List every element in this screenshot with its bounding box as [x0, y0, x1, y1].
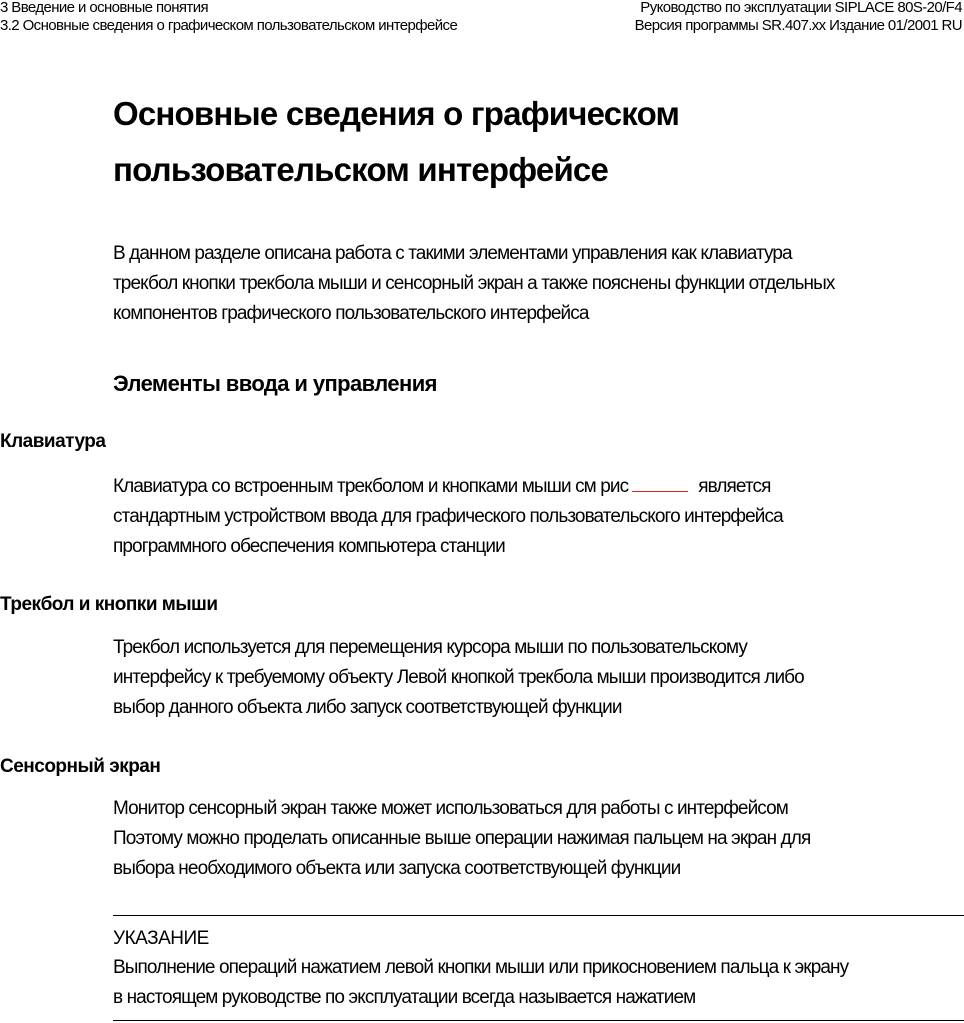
note-top-divider: [113, 915, 964, 916]
paragraph-line: выбор данного объекта либо запуск соответствующей функции: [113, 697, 622, 718]
page-title-line: пользовательском интерфейсе: [113, 151, 609, 188]
note-bottom-divider: [113, 1020, 964, 1021]
paragraph-line: выбора необходимого объекта или запуска соответствующей функции: [113, 858, 681, 879]
paragraph-line: В данном разделе описана работа с такими элементами управления как клавиатура: [113, 243, 792, 264]
touchscreen-paragraph: [113, 794, 963, 884]
keyboard-heading: Клавиатура: [0, 431, 106, 452]
paragraph-line: Поэтому можно проделать описанные выше операции нажимая пальцем на экран для: [113, 828, 811, 849]
paragraph-line: Монитор сенсорный экран также может использоваться для работы с интерфейсом: [113, 798, 788, 819]
paragraph-line: Трекбол используется для перемещения курсора мыши по пользовательскому: [113, 637, 747, 658]
figure-reference-link[interactable]: [632, 471, 688, 492]
trackball-paragraph: [113, 633, 963, 723]
keyboard-text-after-ref: является: [698, 476, 771, 497]
paragraph-line: программного обеспечения компьютера станции: [113, 536, 505, 557]
header-chapter: 3 Введение и основные понятия: [0, 0, 208, 16]
paragraph-line: компонентов графического пользовательского интерфейса: [113, 303, 589, 324]
paragraph-line: стандартным устройством ввода для графического пользовательского интерфейса: [113, 506, 783, 527]
keyboard-paragraph: [113, 471, 963, 562]
note-label: УКАЗАНИЕ: [113, 928, 209, 949]
header-manual-title: Руководство по эксплуатации SIPLACE 80S-20/F4: [640, 0, 962, 16]
keyboard-text-before-ref: Клавиатура со встроенным трекболом и кнопками мыши см рис: [113, 476, 629, 497]
paragraph-line: трекбол кнопки трекбола мыши и сенсорный экран а также пояснены функции отдельных: [113, 273, 835, 294]
header-section: 3.2 Основные сведения о графическом пользовательском интерфейсе: [0, 17, 458, 34]
paragraph-line: Выполнение операций нажатием левой кнопки мыши или прикосновением пальца к экрану: [113, 957, 849, 978]
intro-paragraph: [113, 239, 963, 329]
paragraph-line: [113, 471, 963, 502]
note-paragraph: [113, 953, 963, 1013]
touchscreen-heading: Сенсорный экран: [0, 756, 161, 777]
paragraph-line: в настоящем руководстве по эксплуатации всегда называется нажатием: [113, 987, 696, 1008]
page-title-line: Основные сведения о графическом: [113, 95, 680, 132]
page-title: [113, 86, 873, 198]
paragraph-line: интерфейсу к требуемому объекту Левой кнопкой трекбола мыши производится либо: [113, 667, 804, 688]
header-version-edition: Версия программы SR.407.xx Издание 01/2001 RU: [634, 17, 962, 34]
section-heading: Элементы ввода и управления: [113, 371, 437, 396]
trackball-heading: Трекбол и кнопки мыши: [0, 594, 218, 615]
